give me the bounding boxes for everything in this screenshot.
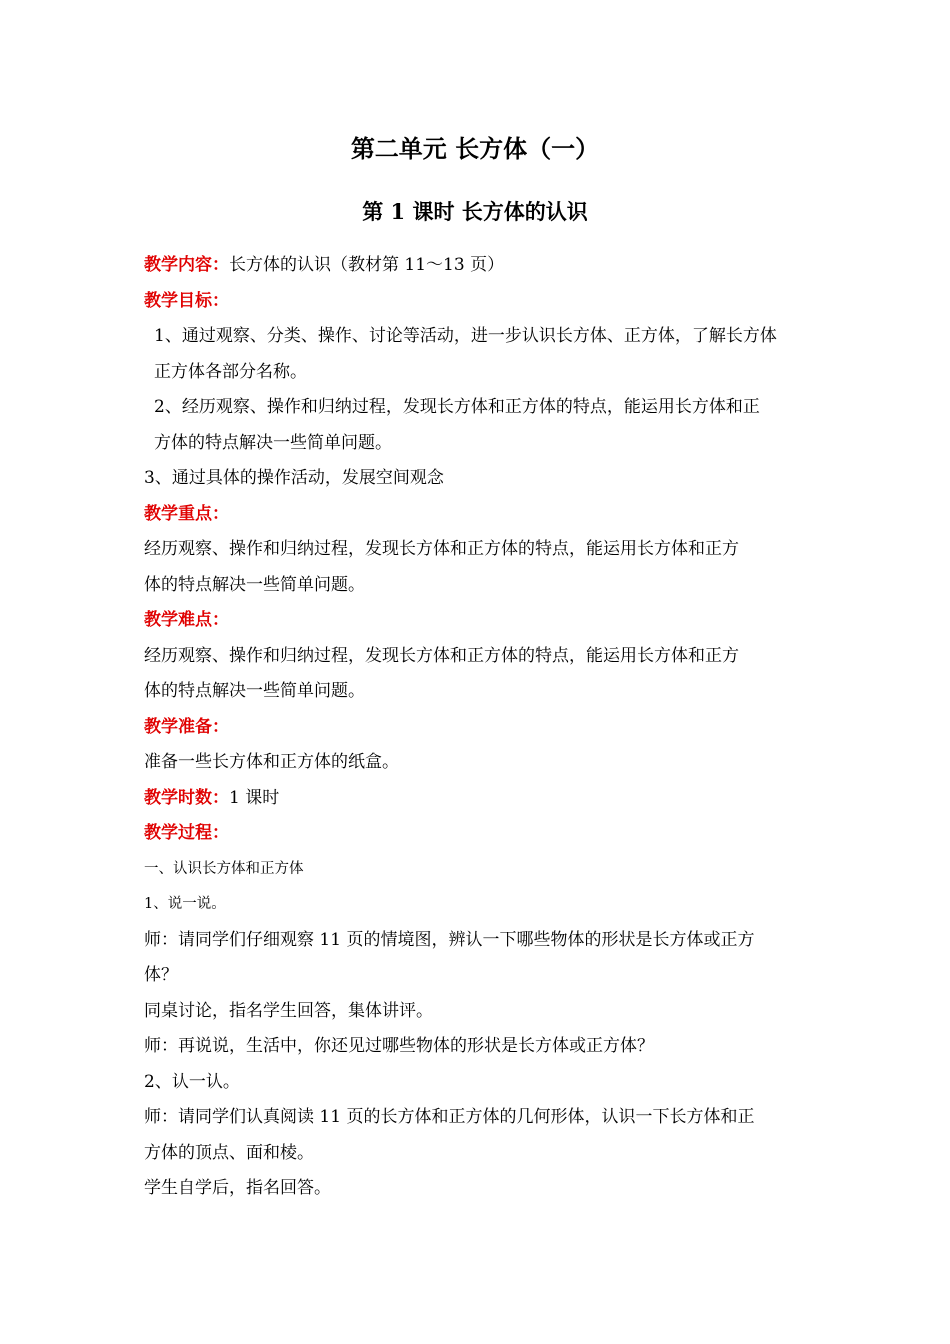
key-points-text-1: 经历观察、操作和归纳过程，发现长方体和正方体的特点，能运用长方体和正方	[144, 539, 739, 559]
process-para-3: 师：再说说，生活中，你还见过哪些物体的形状是长方体或正方体？	[144, 1036, 654, 1056]
unit-title: 第二单元 长方体（一）	[350, 134, 600, 163]
process-line	[144, 816, 810, 852]
document-body	[144, 248, 810, 1207]
process-para-1-line-1: 师：请同学们仔细观察 11 页的情境图，辨认一下哪些物体的形状是长方体或正方	[144, 929, 755, 950]
goal-item-3: 3、通过具体的操作活动，发展空间观念	[144, 468, 444, 488]
process-label: 教学过程：	[144, 823, 229, 843]
hours-line	[144, 781, 810, 817]
process-para-4-line-1: 师：请同学们认真阅读 11 页的长方体和正方体的几何形体，认识一下长方体和正	[144, 1107, 755, 1127]
key-points-line	[144, 497, 810, 533]
hours-text: 1 课时	[229, 787, 280, 808]
process-step-1: 1、说一说。	[144, 896, 226, 912]
preparation-text: 准备一些长方体和正方体的纸盒。	[144, 752, 399, 772]
content-line	[144, 248, 810, 284]
goals-label: 教学目标：	[144, 290, 229, 311]
goal-item-2-line-2: 方体的特点解决一些简单问题。	[154, 432, 392, 453]
hours-label: 教学时数：	[144, 787, 229, 808]
goal-item-2-line-1: 2、经历观察、操作和归纳过程，发现长方体和正方体的特点，能运用长方体和正	[154, 397, 760, 417]
preparation-label: 教学准备：	[144, 716, 229, 737]
difficulties-text-2: 体的特点解决一些简单问题。	[144, 681, 365, 701]
process-para-1-line-2: 体？	[144, 965, 178, 985]
difficulties-label: 教学难点：	[144, 610, 229, 630]
goals-line	[144, 284, 810, 320]
process-para-2: 同桌讨论，指名学生回答，集体讲评。	[144, 1000, 433, 1021]
process-para-5: 学生自学后，指名回答。	[144, 1178, 331, 1198]
process-para-4-line-2: 方体的顶点、面和棱。	[144, 1142, 314, 1163]
process-step-2: 2、认一认。	[144, 1071, 240, 1092]
difficulties-line	[144, 603, 810, 639]
lesson-title: 第 1 课时 长方体的认识	[362, 199, 588, 224]
goal-item-1-line-2: 正方体各部分名称。	[154, 361, 307, 382]
key-points-text-2: 体的特点解决一些简单问题。	[144, 574, 365, 595]
key-points-label: 教学重点：	[144, 503, 229, 524]
goal-item-1-line-1: 1、通过观察、分类、操作、讨论等活动，进一步认识长方体、正方体，了解长方体	[154, 326, 777, 346]
content-text: 长方体的认识（教材第 11～13 页）	[229, 255, 505, 275]
content-label: 教学内容：	[144, 255, 229, 275]
process-section-1: 一、认识长方体和正方体	[144, 860, 304, 877]
preparation-line	[144, 710, 810, 746]
difficulties-text-1: 经历观察、操作和归纳过程，发现长方体和正方体的特点，能运用长方体和正方	[144, 645, 739, 666]
